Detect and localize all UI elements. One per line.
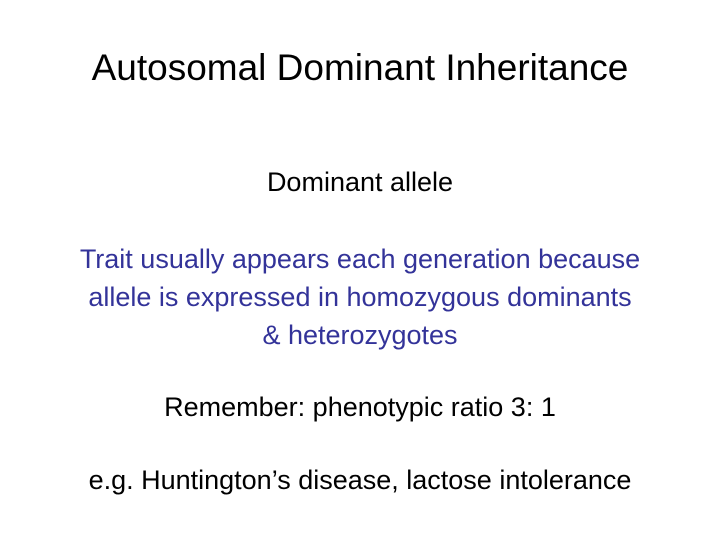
example-diseases: e.g. Huntington’s disease, lactose intolerance xyxy=(88,465,632,495)
trait-line-3: & heterozygotes xyxy=(262,320,458,350)
phenotypic-ratio-note: Remember: phenotypic ratio 3: 1 xyxy=(164,392,556,422)
dominant-allele-heading: Dominant allele xyxy=(266,167,454,197)
trait-line-2: allele is expressed in homozygous dominants xyxy=(88,282,632,312)
trait-line-1: Trait usually appears each generation because xyxy=(79,244,641,274)
trait-explanation xyxy=(10,240,710,354)
slide-title: Autosomal Dominant Inheritance xyxy=(91,47,629,88)
